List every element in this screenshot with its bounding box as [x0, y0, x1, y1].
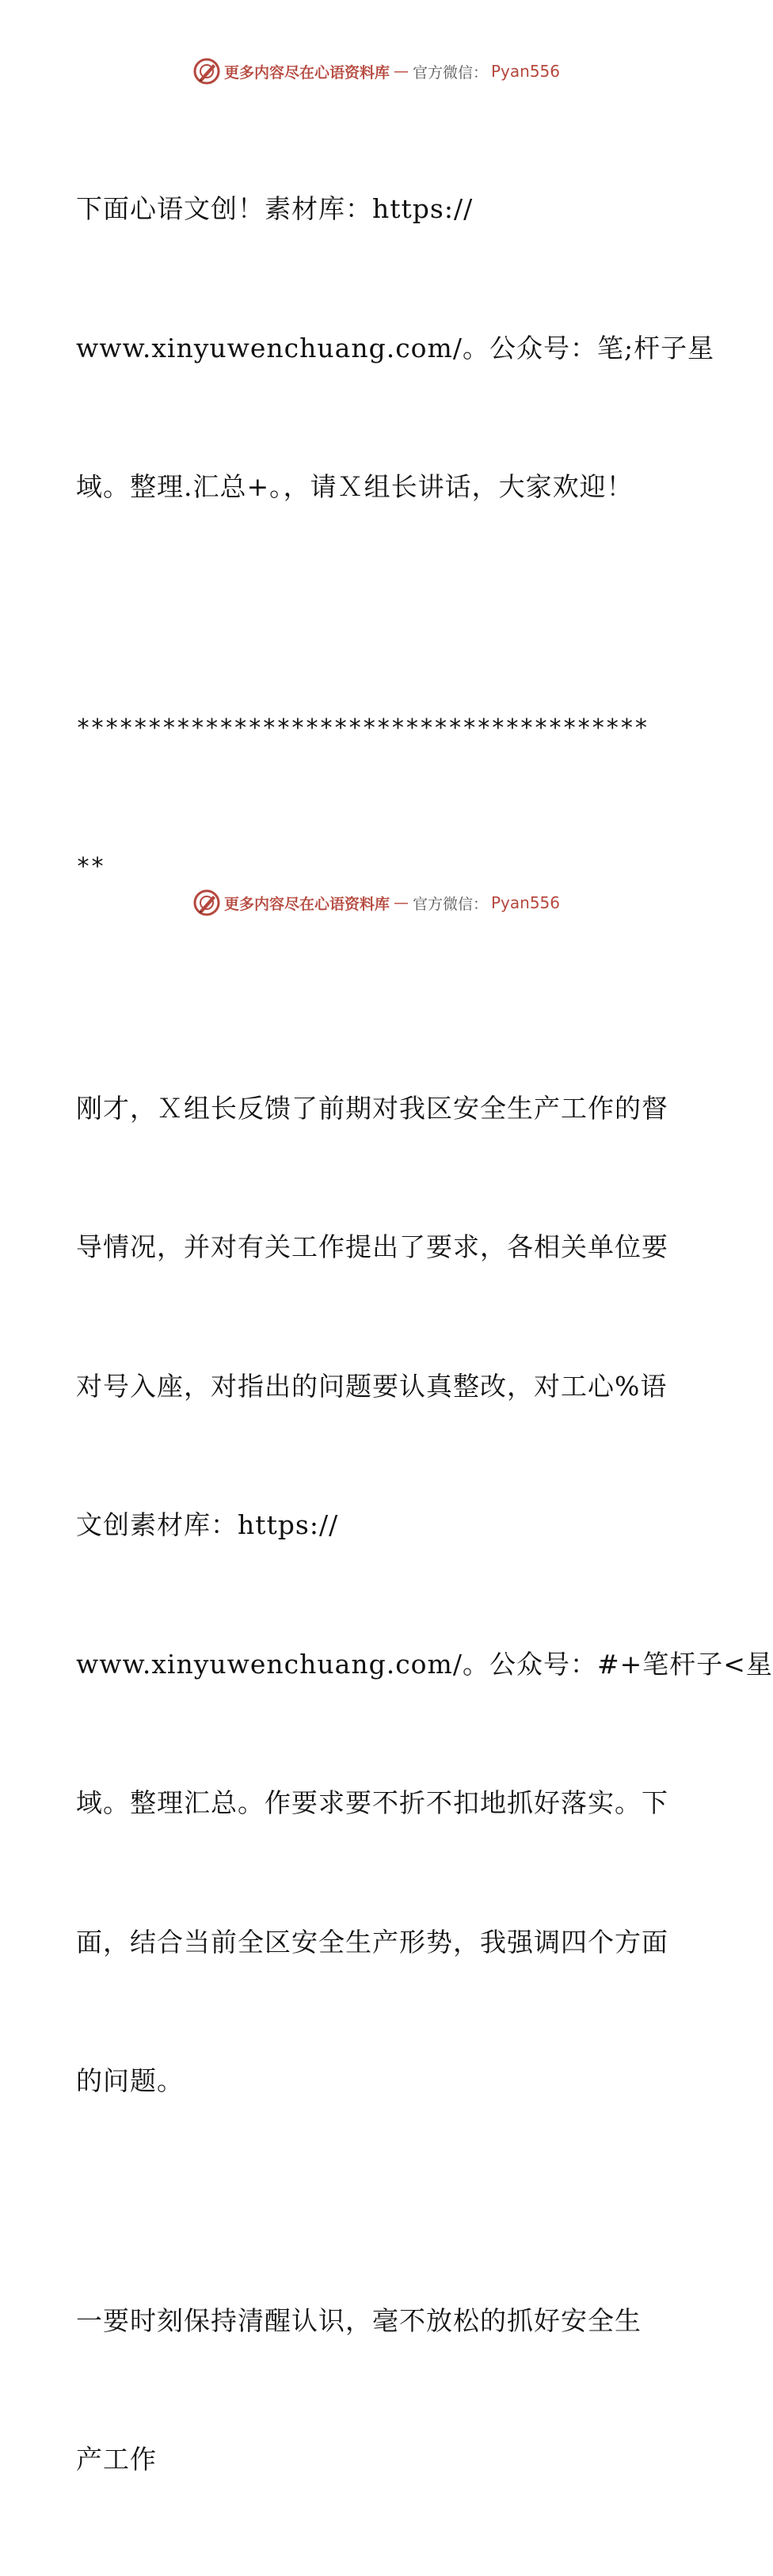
- text-line: www.xinyuwenchuang.com/。公众号：#+笔杆子<星: [76, 1648, 773, 1680]
- section-heading: [76, 2205, 678, 2576]
- pen-logo-icon: [192, 57, 221, 86]
- text-line: www.xinyuwenchuang.com/。公众号：笔;杆子星: [76, 332, 715, 363]
- text-line: 的问题。: [76, 2065, 184, 2096]
- text-line: 域。整理汇总。作要求要不折不扣地抓好落实。下: [76, 1787, 668, 1818]
- separator: [76, 613, 678, 984]
- footer-dash: —: [393, 894, 409, 911]
- footer-sub-text: 官方微信：: [412, 895, 488, 913]
- text-line: 对号入座，对指出的问题要认真整改，对工心%语: [76, 1370, 668, 1402]
- text-line: 刚才，Ｘ组长反馈了前期对我区安全生产工作的督: [76, 1092, 668, 1124]
- heading-line: 产工作: [76, 2444, 157, 2475]
- header-main-text: 更多内容尽在心语资料库: [223, 63, 390, 82]
- header-wechat-id: Pyan556: [491, 62, 561, 81]
- document-content: [76, 93, 773, 2576]
- heading-line: 一要时刻保持清醒认识，毫不放松的抓好安全生: [76, 2304, 642, 2336]
- footer-main-text: 更多内容尽在心语资料库: [223, 895, 390, 913]
- footer-wechat-id: Pyan556: [491, 893, 561, 912]
- text-line: 域。整理.汇总+。，请Ｘ组长讲话，大家欢迎！: [76, 471, 634, 502]
- separator-line: **: [76, 853, 105, 881]
- header-dash: —: [393, 63, 409, 80]
- intro-paragraph: [76, 93, 715, 603]
- header-sub-text: 官方微信：: [412, 63, 488, 82]
- pen-logo-icon: [192, 888, 221, 917]
- footer-banner: [0, 885, 752, 920]
- text-line: 面，结合当前全区安全生产形势，我强调四个方面: [76, 1926, 668, 1958]
- text-line: 文创素材库：https://: [76, 1509, 339, 1540]
- text-line: 导情况，并对有关工作提出了要求，各相关单位要: [76, 1231, 668, 1262]
- body-paragraph: [76, 993, 773, 2197]
- text-line: 下面心语文创！素材库：https://: [76, 193, 474, 224]
- header-banner: [0, 54, 752, 89]
- separator-line: ****************************************: [76, 713, 649, 742]
